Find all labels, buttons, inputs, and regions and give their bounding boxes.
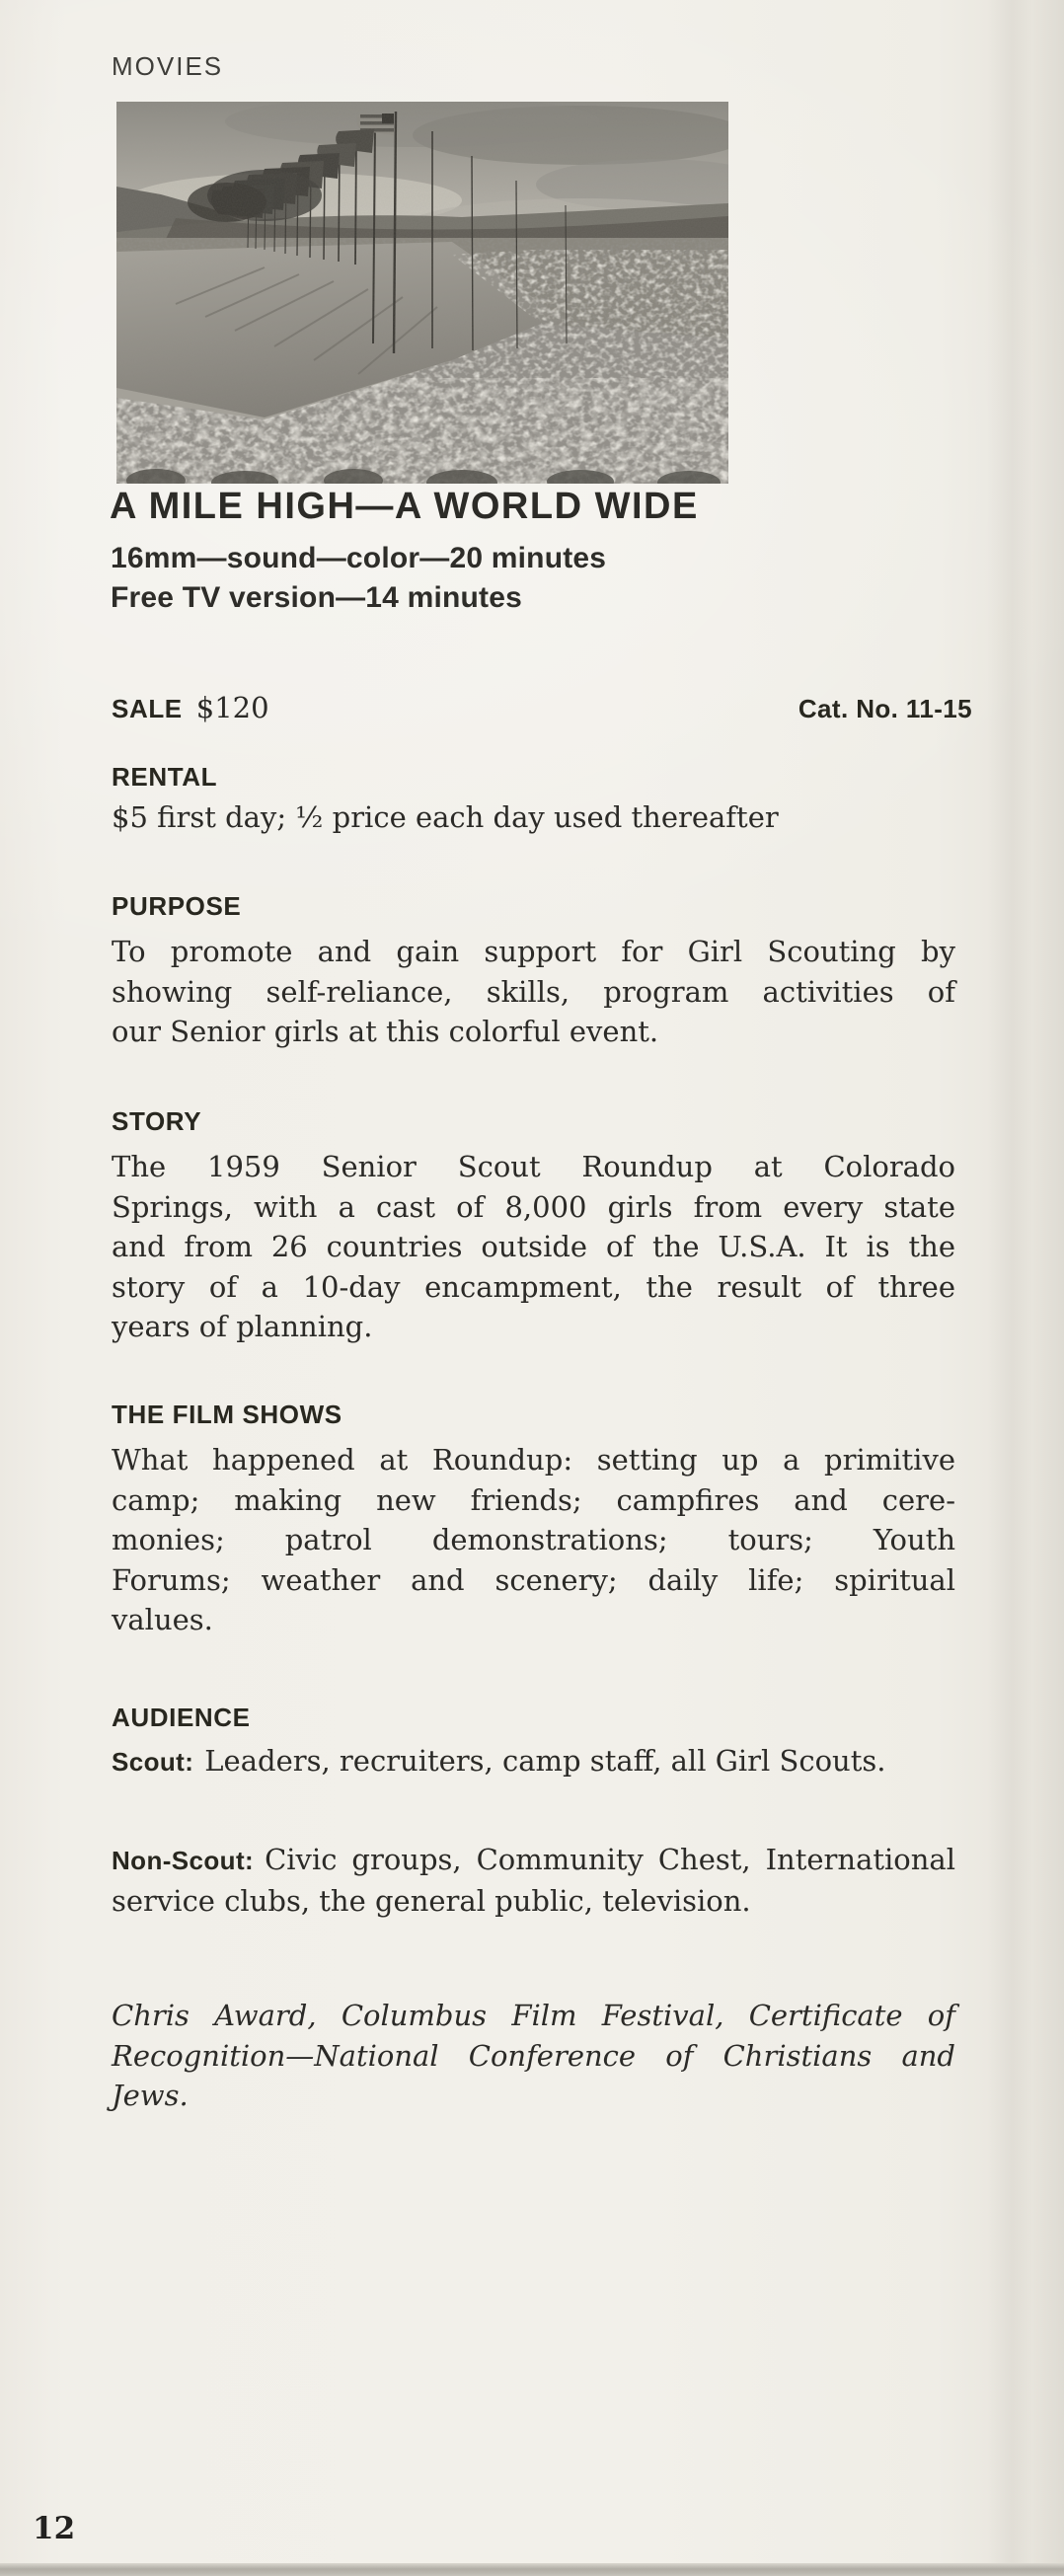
- audience-non-scout-paragraph: [112, 1840, 955, 1921]
- roundup-photo-illustration: [116, 102, 728, 484]
- film-shows-heading: THE FILM SHOWS: [112, 1400, 342, 1429]
- story-text: The 1959 Senior Scout Roundup at Colorado Springs, with a cast of 8,000 girls from every state and from 26 countries outside of the U.S.A. It is the story of a 10-day encampment, the result of three years of planning.: [112, 1150, 955, 1343]
- sale-price-group: [112, 691, 269, 724]
- purpose-heading: PURPOSE: [112, 891, 242, 921]
- purpose-text: To promote and gain support for Girl Scouting by showing self-reliance, skills, program activities of our Senior girls at this colorful event.: [112, 935, 955, 1048]
- audience-heading: AUDIENCE: [112, 1703, 251, 1732]
- page-bottom-edge: [0, 2563, 1064, 2576]
- sale-price: $120: [195, 691, 269, 724]
- film-title: A MILE HIGH—A WORLD WIDE: [110, 486, 699, 527]
- film-shows-text: What happened at Roundup: setting up a primitive camp; making new friends; campfires and cere- monies; patrol demonstrations; tours; Youth Forums; weather and scenery; daily life; spiritual values.: [112, 1443, 955, 1636]
- scout-label: Scout:: [112, 1747, 194, 1777]
- catalog-number: Cat. No. 11-15: [798, 694, 972, 723]
- film-spec-format: 16mm—sound—color—20 minutes: [111, 542, 607, 574]
- non-scout-text: Civic groups, Community Chest, International service clubs, the general public, television.: [112, 1843, 955, 1918]
- sale-label: SALE: [112, 694, 183, 723]
- rental-terms: $5 first day; ½ price each day used thereafter: [112, 800, 779, 834]
- story-heading: STORY: [112, 1106, 202, 1136]
- awards-text: Chris Award, Columbus Film Festival, Certificate of Recognition—National Conference of Christians and Jews.: [112, 1999, 955, 2112]
- film-specs: [111, 539, 861, 618]
- non-scout-label: Non-Scout:: [112, 1846, 255, 1875]
- page-number: 12: [33, 2511, 76, 2546]
- film-spec-tv-version: Free TV version—14 minutes: [111, 581, 523, 614]
- scout-text: Leaders, recruiters, camp staff, all Girl Scouts.: [204, 1744, 886, 1778]
- sale-row: [112, 691, 972, 724]
- roundup-photo: [116, 102, 728, 484]
- section-kicker: MOVIES: [112, 51, 224, 81]
- audience-scout-paragraph: [112, 1741, 955, 1782]
- rental-heading: RENTAL: [112, 762, 218, 792]
- paper-crease: [987, 0, 1032, 2576]
